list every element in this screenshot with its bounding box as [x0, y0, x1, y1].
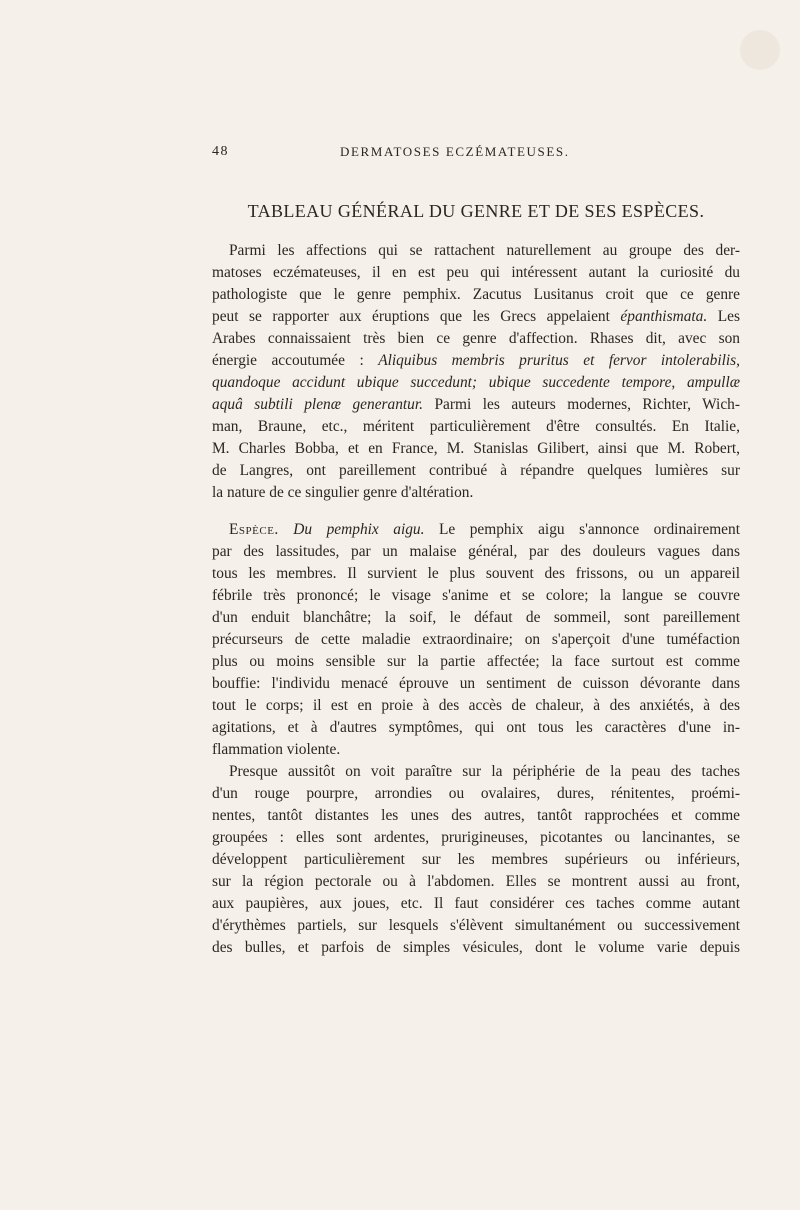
text-run: énergie accoutumée :: [212, 352, 364, 369]
paper-stain: [740, 30, 780, 70]
text-line: sur la région pectorale ou à l'abdomen. Elles se montrent aussi au front,: [212, 873, 740, 890]
text-line: pathologiste que le genre pemphix. Zacutus Lusitanus croit que ce genre: [212, 286, 740, 303]
text-line: [212, 350, 740, 372]
text-line: fébrile très prononcé; le visage s'anime et se colore; la langue se couvre: [212, 587, 740, 604]
text-line: M. Charles Bobba, et en France, M. Stanislas Gilibert, ainsi que M. Robert,: [212, 440, 740, 457]
species-name: Du pemphix aigu.: [293, 521, 425, 538]
text-line: [229, 519, 740, 541]
text-line: d'un rouge pourpre, arrondies ou ovalaires, dures, rénitentes, proémi-: [212, 785, 740, 802]
text-line: Presque aussitôt on voit paraître sur la périphérie de la peau des taches: [229, 763, 740, 780]
text-line: plus ou moins sensible sur la partie affectée; la face surtout est comme: [212, 653, 740, 670]
text-line: [212, 372, 740, 394]
text-line: précurseurs de cette maladie extraordinaire; on s'aperçoit d'une tuméfaction: [212, 631, 740, 648]
text-line: la nature de ce singulier genre d'altération.: [212, 484, 474, 501]
text-line: développent particulièrement sur les membres supérieurs ou inférieurs,: [212, 851, 740, 868]
text-run: Le pemphix aigu s'annonce ordinairement: [438, 521, 740, 538]
text-line: des bulles, et parfois de simples vésicules, dont le volume varie depuis: [212, 939, 740, 956]
text-line: aux paupières, aux joues, etc. Il faut considérer ces taches comme autant: [212, 895, 740, 912]
text-line: tous les membres. Il survient le plus souvent des frissons, ou un appareil: [212, 565, 740, 582]
text-line: agitations, et à d'autres symptômes, qui ont tous les caractères d'une in-: [212, 719, 740, 736]
text-line: flammation violente.: [212, 741, 341, 758]
text-line: tout le corps; il est en proie à des accès de chaleur, à des anxiétés, à des: [212, 697, 740, 714]
section-title: TABLEAU GÉNÉRAL DU GENRE ET DE SES ESPÈCES.: [247, 201, 705, 221]
greek-term: épanthismata.: [620, 308, 708, 325]
page-number: 48: [212, 144, 229, 159]
latin-quote: aquâ subtili plenæ generantur.: [212, 396, 424, 413]
text-line: man, Braune, etc., méritent particulièrement d'être consultés. En Italie,: [212, 418, 740, 435]
running-title: DERMATOSES ECZÉMATEUSES.: [340, 144, 570, 159]
text-line: [212, 394, 740, 416]
species-label: Espèce.: [229, 521, 279, 538]
text-run: Les: [717, 308, 740, 325]
latin-quote: Aliquibus membris pruritus et fervor intolerabilis,: [378, 352, 740, 369]
latin-quote: quandoque accidunt ubique succedunt; ubique succedente tempore, ampullæ: [212, 374, 740, 391]
text-line: par des lassitudes, par un malaise général, par des douleurs vagues dans: [212, 543, 740, 560]
text-line: Arabes connaissaient très bien ce genre d'affection. Rhases dit, avec son: [212, 330, 740, 347]
text-line: [212, 306, 740, 328]
text-line: d'un enduit blanchâtre; la soif, le défaut de sommeil, sont pareillement: [212, 609, 740, 626]
text-line: bouffie: l'individu menacé éprouve un sentiment de cuisson dévorante dans: [212, 675, 740, 692]
text-line: nentes, tantôt distantes les unes des autres, tantôt rapprochées et comme: [212, 807, 740, 824]
text-line: Parmi les affections qui se rattachent naturellement au groupe des der-: [229, 242, 740, 259]
text-line: groupées : elles sont ardentes, prurigineuses, picotantes ou lancinantes, se: [212, 829, 740, 846]
text-run: Parmi les auteurs modernes, Richter, Wich-: [434, 396, 740, 413]
text-line: de Langres, ont pareillement contribué à répandre quelques lumières sur: [212, 462, 740, 479]
text-run: peut se rapporter aux éruptions que les Grecs appelaient: [212, 308, 610, 325]
text-line: matoses eczémateuses, il en est peu qui intéressent autant la curiosité du: [212, 264, 740, 281]
text-line: d'érythèmes partiels, sur lesquels s'élèvent simultanément ou successivement: [212, 917, 740, 934]
